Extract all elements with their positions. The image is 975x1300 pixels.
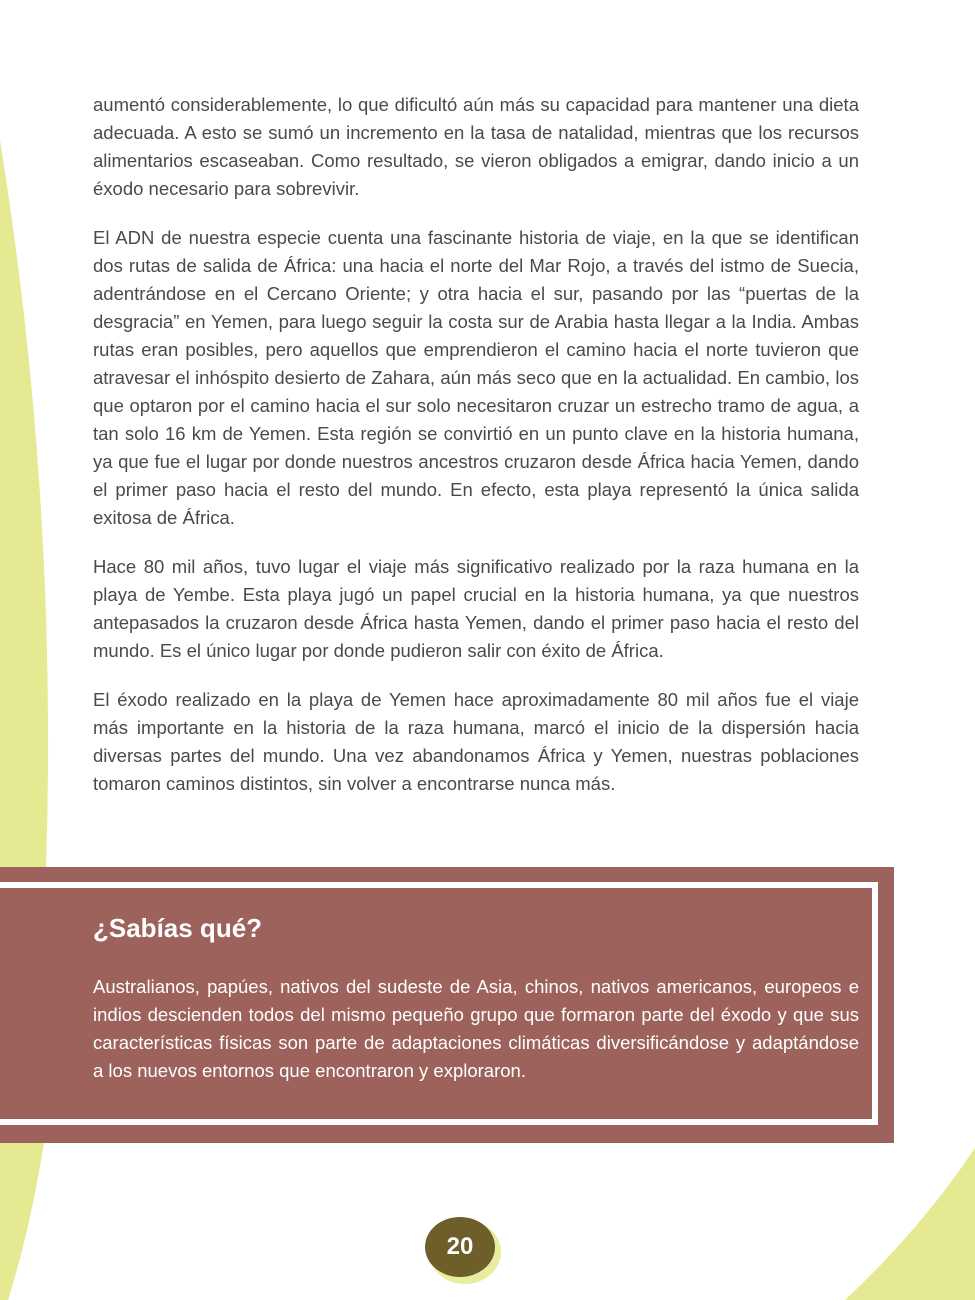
left-green-curve (0, 140, 48, 867)
paragraph-2: El ADN de nuestra especie cuenta una fascinante historia de viaje, en la que se identifican dos rutas de salida de África: una hacia el norte del Mar Rojo, a través del istmo de Suecia, adentrándose en el Cercano Oriente; y otra hacia el sur, pasando por las “puertas de la desgracia” en Yemen, para luego seguir la costa sur de Arabia hasta llegar a la India. Ambas rutas eran posibles, pero aquellos que emprendieron el camino hacia el norte tuvieron que atravesar el inhóspito desierto de Zahara, aún más seco que en la actualidad. En cambio, los que optaron por el camino hacia el sur solo necesitaron cruzar un estrecho tramo de agua, a tan solo 16 km de Yemen. Esta región se convirtió en un punto clave en la historia humana, ya que fue el lugar por donde nuestros ancestros cruzaron desde África hacia Yemen, dando el primer paso hacia el resto del mundo. En efecto, esta playa representó la única salida exitosa de África. (93, 227, 859, 528)
paragraph-1: aumentó considerablemente, lo que dificultó aún más su capacidad para mantener una dieta adecuada. A esto se sumó un incremento en la tasa de natalidad, mientras que los recursos alimentarios escaseaban. Como resultado, se vieron obligados a emigrar, dando inicio a un éxodo necesario para sobrevivir. (93, 94, 859, 199)
paragraph-3: Hace 80 mil años, tuvo lugar el viaje más significativo realizado por la raza humana en la playa de Yembe. Esta playa jugó un papel crucial en la historia humana, ya que nuestros antepasados la cruzaron desde África hasta Yemen, dando el primer paso hacia el resto del mundo. Es el único lugar por donde pudieron salir con éxito de África. (93, 556, 859, 661)
bottom-right-green-curve (845, 1148, 975, 1300)
body-text (93, 91, 859, 819)
did-you-know-text: Australianos, papúes, nativos del sudeste de Asia, chinos, nativos americanos, europeos e indios descienden todos del mismo pequeño grupo que formaron parte del éxodo y que sus características físicas son parte de adaptaciones climáticas diversificándose y adaptándose a los nuevos entornos que encontraron y exploraron. (93, 976, 859, 1081)
did-you-know-title: ¿Sabías qué? (93, 913, 263, 943)
did-you-know-box (0, 867, 894, 1143)
page-number: 20 (446, 1233, 474, 1260)
paragraph-4: El éxodo realizado en la playa de Yemen hace aproximadamente 80 mil años fue el viaje más importante en la historia de la raza humana, marcó el inicio de la dispersión hacia diversas partes del mundo. Una vez abandonamos África y Yemen, nuestras poblaciones tomaron caminos distintos, sin volver a encontrarse nunca más. (93, 689, 859, 794)
bottom-left-green-curve (0, 1143, 44, 1300)
